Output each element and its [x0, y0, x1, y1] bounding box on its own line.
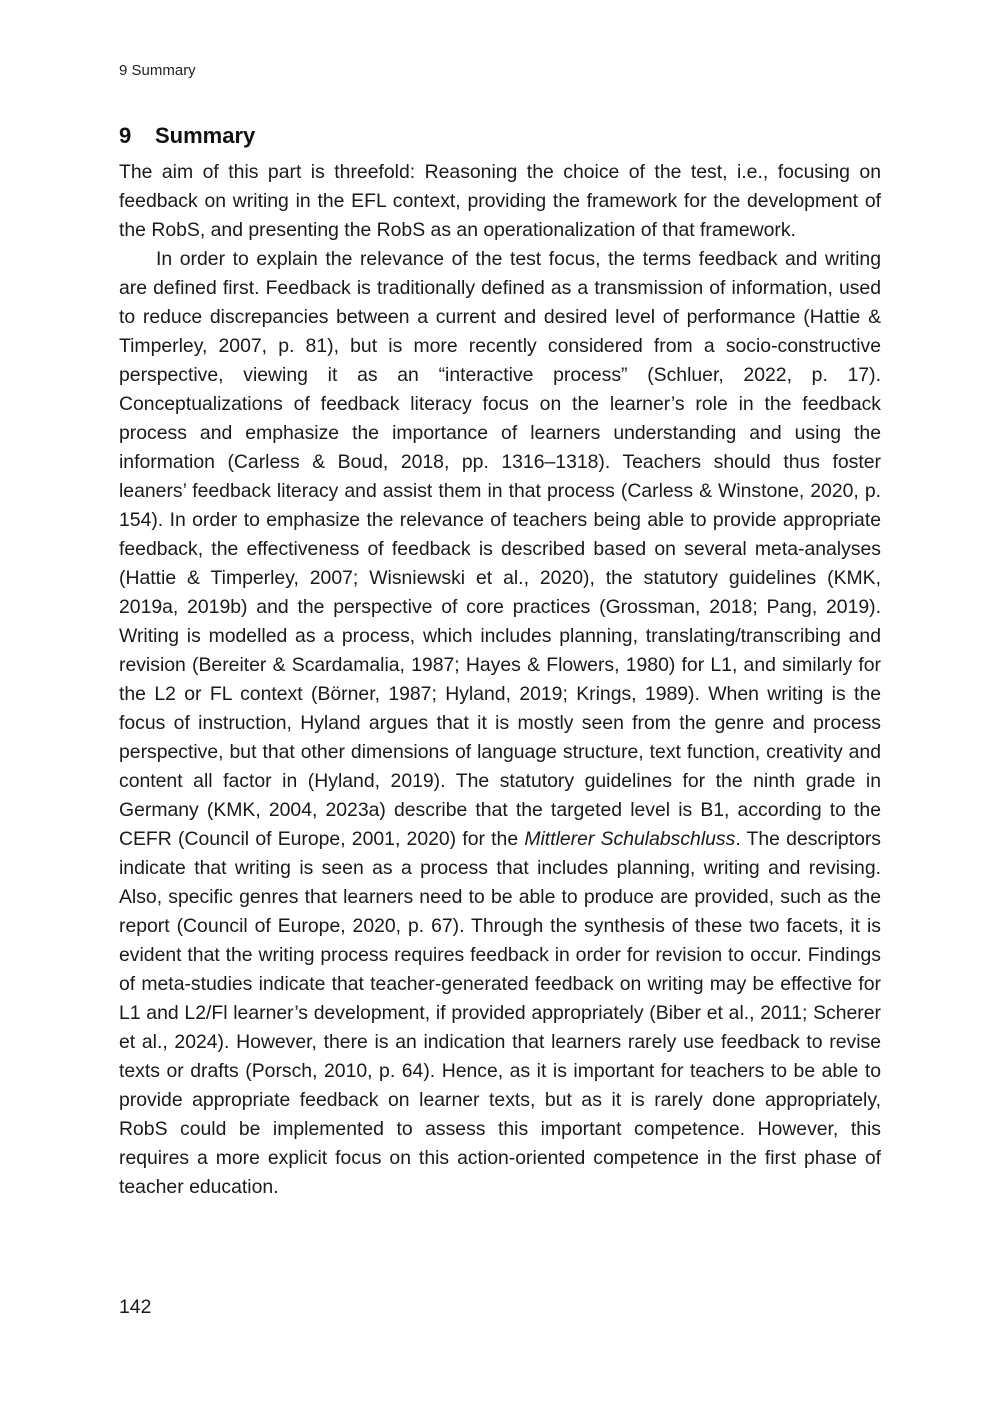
section-title: Summary — [155, 123, 256, 148]
section-heading — [119, 122, 255, 150]
paragraph-2-text-a: In order to explain the relevance of the test focus, the terms feedback and writing are defined first. Feedback is traditionally defined as a transmission of information, used to reduce discrepancies between a current and desired level of performance (Hattie & Timperley, 2007, p. 81), but is more recently considered from a socio-constructive perspective, viewing it as an “interactive process” (Schluer, 2022, p. 17). Conceptualizations of feedback literacy focus on the learner’s role in the feedback process and emphasize the importance of learners understanding and using the information (Carless & Boud, 2018, pp. 1316–1318). Teachers should thus foster leaners’ feedback literacy and assist them in that process (Carless & Winstone, 2020, p. 154). In order to emphasize the relevance of teachers being able to provide appropriate feedback, the effectiveness of feedback is described based on several meta-analyses (Hattie & Timperley, 2007; Wisniewski et al., 2020), the statutory guidelines (KMK, 2019a, 2019b) and the perspective of core practices (Grossman, 2018; Pang, 2019). Writing is modelled as a process, which includes planning, translating/transcribing and revision (Bereiter & Scardamalia, 1987; Hayes & Flowers, 1980) for L1, and similarly for the L2 or FL context (Börner, 1987; Hyland, 2019; Krings, 1989). When writing is the focus of instruction, Hyland argues that it is mostly seen from the genre and process perspective, but that other dimensions of language structure, text function, creativity and content all factor in (Hyland, 2019). The statutory guidelines for the ninth grade in Germany (KMK, 2004, 2023a) describe that the targeted level is B1, according to the CEFR (Council of Europe, 2001, 2020) for the — [119, 248, 881, 850]
body-text — [119, 158, 881, 1202]
running-header: 9 Summary — [119, 62, 196, 79]
paragraph-2 — [119, 245, 881, 1202]
section-number: 9 — [119, 123, 132, 148]
paragraph-2-italic-term: Mittlerer Schulabschluss — [524, 828, 736, 850]
page-number: 142 — [119, 1296, 152, 1318]
paragraph-2-text-b: . The descriptors indicate that writing is seen as a process that includes planning, writing and revising. Also, specific genres that learners need to be able to produce are provided, such as the report (Council of Europe, 2020, p. 67). Through the synthesis of these two facets, it is evident that the writing process requires feedback in order for revision to occur. Findings of meta-studies indicate that teacher-generated feedback on writing may be effective for L1 and L2/Fl learner’s development, if provided appropriately (Biber et al., 2011; Scherer et al., 2024). However, there is an indication that learners rarely use feedback to revise texts or drafts (Porsch, 2010, p. 64). Hence, as it is important for teachers to be able to provide appropriate feedback on learner texts, but as it is rarely done appropriately, RobS could be implemented to assess this important competence. However, this requires a more explicit focus on this action-oriented competence in the first phase of teacher education. — [119, 828, 882, 1198]
paragraph-1: The aim of this part is threefold: Reasoning the choice of the test, i.e., focusing on feedback on writing in the EFL context, providing the framework for the development of the RobS, and presenting the RobS as an operationalization of that framework. — [119, 161, 881, 241]
